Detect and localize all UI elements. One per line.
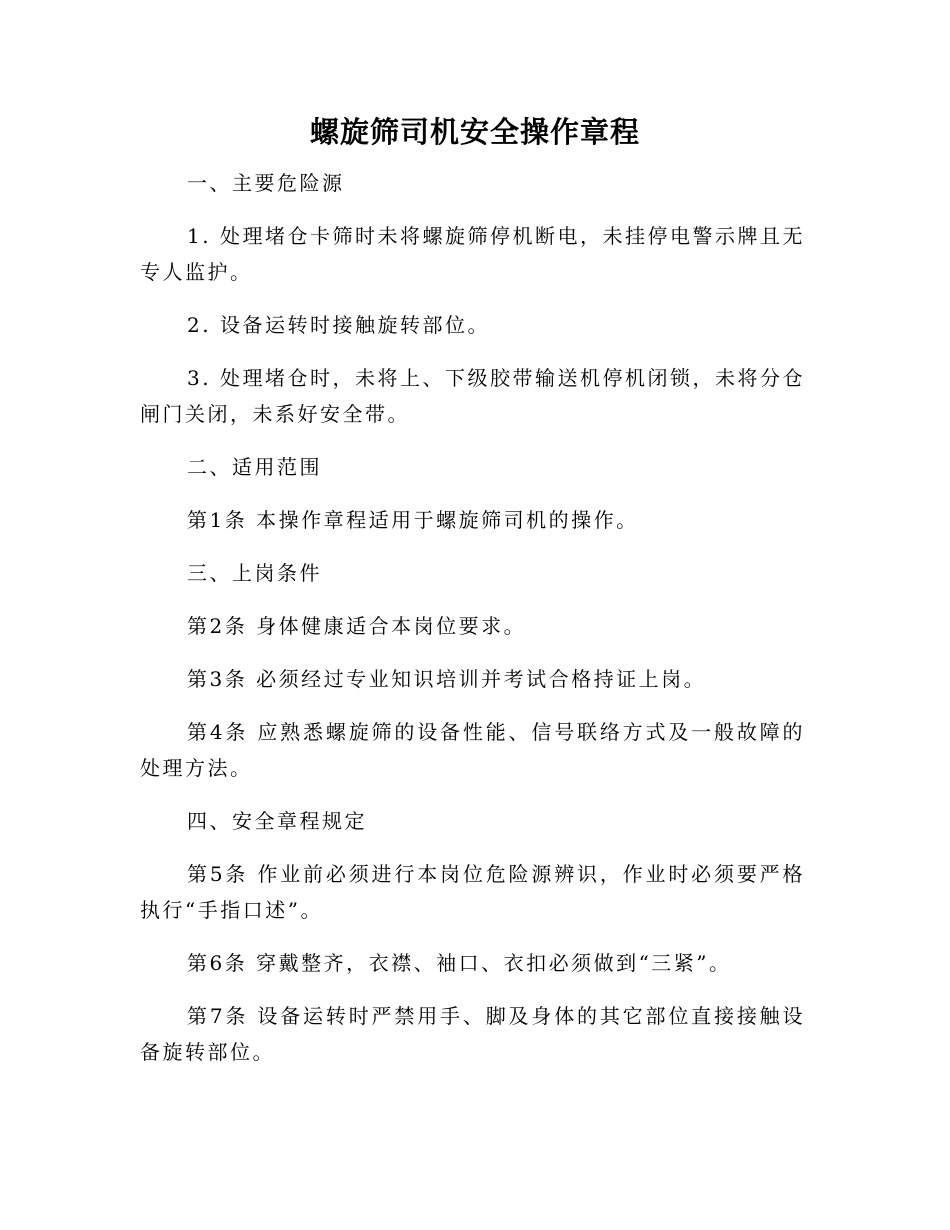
article-7: 第7条 设备运转时严禁用手、脚及身体的其它部位直接接触设备旋转部位。 xyxy=(140,1004,805,1064)
hazard-item-2: 2. 设备运转时接触旋转部位。 xyxy=(187,313,490,337)
hazard-item-1: 1. 处理堵仓卡筛时未将螺旋筛停机断电，未挂停电警示牌且无专人监护。 xyxy=(140,224,805,284)
article-1: 第1条 本操作章程适用于螺旋筛司机的操作。 xyxy=(187,508,639,532)
document-body xyxy=(140,165,805,1087)
document-title: 螺旋筛司机安全操作章程 xyxy=(309,115,640,149)
section-heading-rules: 四、安全章程规定 xyxy=(187,809,367,833)
section-heading-hazards: 一、主要危险源 xyxy=(187,171,345,195)
article-6: 第6条 穿戴整齐，衣襟、袖口、衣扣必须做到“三紧”。 xyxy=(187,951,732,975)
article-4: 第4条 应熟悉螺旋筛的设备性能、信号联络方式及一般故障的处理方法。 xyxy=(140,720,805,780)
hazard-item-3: 3. 处理堵仓时，未将上、下级胶带输送机停机闭锁，未将分仓闸门关闭，未系好安全带。 xyxy=(140,366,805,426)
section-heading-conditions: 三、上岗条件 xyxy=(187,561,322,585)
article-2: 第2条 身体健康适合本岗位要求。 xyxy=(187,614,527,638)
article-3: 第3条 必须经过专业知识培训并考试合格持证上岗。 xyxy=(187,667,707,691)
section-heading-scope: 二、适用范围 xyxy=(187,455,322,479)
article-5: 第5条 作业前必须进行本岗位危险源辨识，作业时必须要严格执行“手指口述”。 xyxy=(140,862,805,922)
